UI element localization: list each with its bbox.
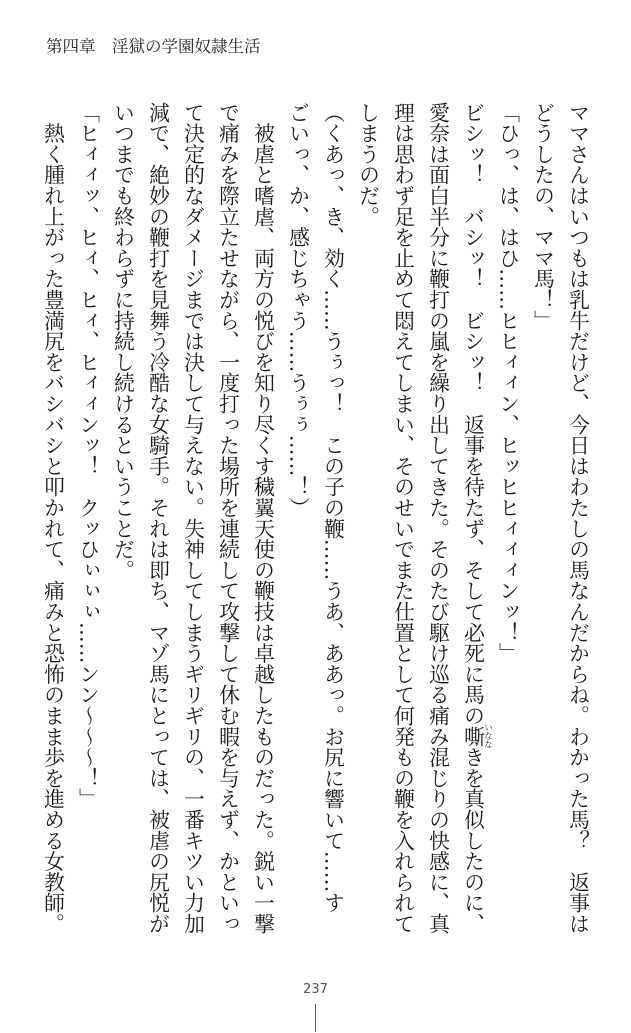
text-line: ママさんはいつもは乳牛だけど、今日はわたしの馬なんだからね。わかった馬？ 返事は <box>565 102 590 934</box>
text-line: どうしたの、ママ馬！」 <box>530 102 555 331</box>
text-line: ごいっ、か、感じちゃう……うぅぅ……！） <box>285 102 310 518</box>
ruby-base: 嘶 <box>460 726 485 747</box>
text-run: ビシッ！ バシッ！ ビシッ！ 返事を待たず、そして必死に馬の <box>460 102 485 726</box>
text-line: いつまでも終わらずに持続し続けるということだ。 <box>110 102 135 581</box>
text-line: 減で、絶妙の鞭打を見舞う冷酷な女騎手。それは即ち、マゾ馬にとっては、被虐の尻悦が <box>145 102 170 934</box>
text-line: て決定的なダメージまでは決して与えない。失神してしまうギリギリの、一番キツい力加 <box>180 102 205 934</box>
text-line: 愛奈は面白半分に鞭打の嵐を繰り出してきた。そのたび駆け巡る痛み混じりの快感に、真 <box>425 102 450 934</box>
text-line: （くあっ、き、効く……うぅっ！ この子の鞭……うあ、ああっ。お尻に響いて……す <box>320 102 345 914</box>
text-line: 理は思わず足を止めて悶えてしまい、そのせいでまた仕置として何発もの鞭を入れられて <box>390 102 415 934</box>
ruby-annotation: いなな <box>482 723 493 749</box>
text-line: 熱く腫れ上がった豊満尻をバシバシと叩かれて、痛みと恐怖のまま歩を進める女教師。 <box>40 102 65 934</box>
text-line: 被虐と嗜虐、両方の悦びを知り尽くす穢翼天使の鞭技は卓越したものだった。鋭い一撃 <box>250 102 275 934</box>
text-line: 「ひっ、は、はひ……ヒヒィィン、ヒッヒヒィィィンッ！」 <box>495 102 520 664</box>
text-run: きを真似したのに、 <box>460 746 485 935</box>
text-line: 「ヒィィッ、ヒィ、ヒィ、ヒィィンッ！ クッひぃぃぃ……ンン〜〜〜！」 <box>75 102 100 810</box>
text-line: しまうのだ。 <box>355 102 380 227</box>
text-line <box>455 102 493 942</box>
body-text <box>35 102 595 942</box>
page-rule <box>315 1004 316 1032</box>
page-number: 237 <box>303 982 328 997</box>
text-line: で痛みを際立たせながら、一度打った場所を連続して攻撃して休む暇を与えず、かといっ <box>215 102 240 934</box>
running-title: 第四章 淫獄の学園奴隷生活 <box>46 37 261 56</box>
